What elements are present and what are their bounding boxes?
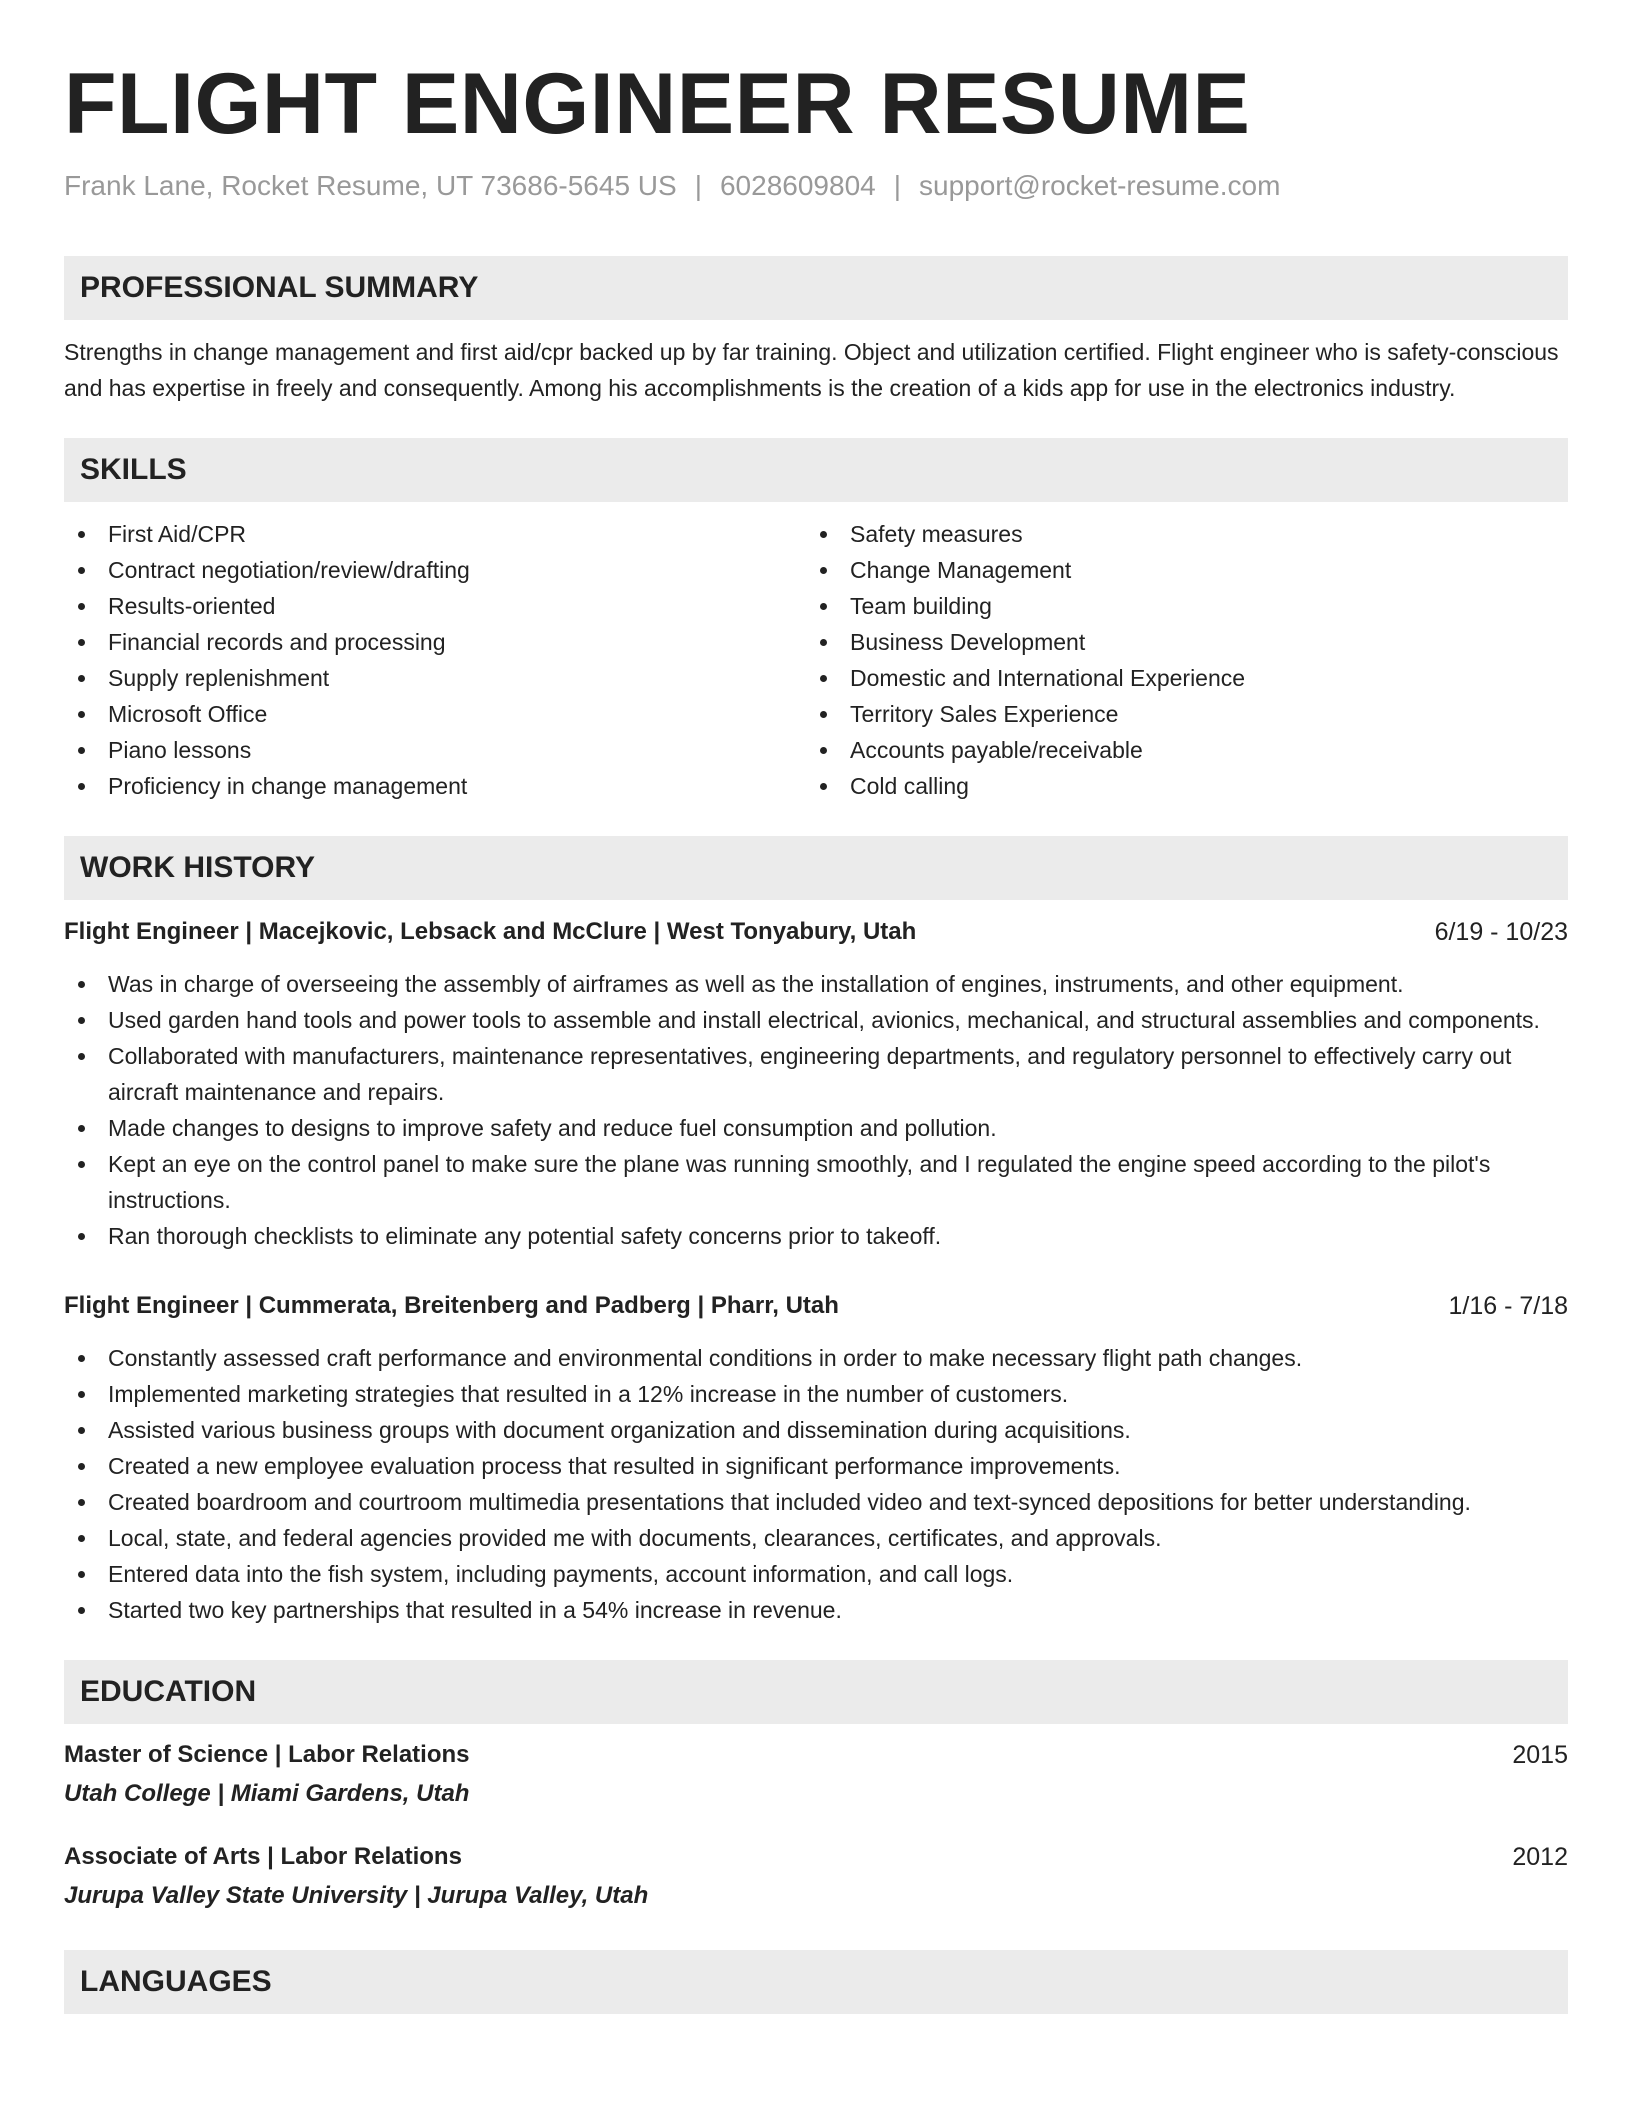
skills-section: [64, 438, 1568, 804]
job-bullets: [64, 1340, 1568, 1628]
job-bullet: Local, state, and federal agencies provided me with documents, clearances, certificates, and approvals.: [64, 1520, 1568, 1556]
job-bullet: Used garden hand tools and power tools to assemble and install electrical, avionics, mechanical, and structural assemblies and components.: [64, 1002, 1568, 1038]
contact-address: Frank Lane, Rocket Resume, UT 73686-5645 US: [64, 170, 677, 201]
skill-item: Proficiency in change management: [64, 768, 806, 804]
skill-item: Piano lessons: [64, 732, 806, 768]
job-header: [64, 1288, 1568, 1324]
education-section: [64, 1660, 1568, 1916]
skill-item: Financial records and processing: [64, 624, 806, 660]
education-school: Utah College | Miami Gardens, Utah: [64, 1780, 470, 1807]
job-bullet: Implemented marketing strategies that resulted in a 12% increase in the number of customers.: [64, 1376, 1568, 1412]
languages-heading: LANGUAGES: [64, 1950, 1568, 2014]
job-bullet: Was in charge of overseeing the assembly of airframes as well as the installation of engines, instruments, and other equipment.: [64, 966, 1568, 1002]
education-header: [64, 1736, 1568, 1774]
work-section: [64, 836, 1568, 1628]
skills-grid: [64, 516, 1568, 804]
job-title: Flight Engineer | Macejkovic, Lebsack and McClure | West Tonyabury, Utah: [64, 918, 917, 945]
job-bullet: Kept an eye on the control panel to make sure the plane was running smoothly, and I regulated the engine speed according to the pilot's instructions.: [64, 1146, 1568, 1218]
education-degree: Associate of Arts | Labor Relations: [64, 1843, 462, 1870]
contact-line: [64, 168, 1568, 204]
job-dates: 6/19 - 10/23: [1434, 918, 1568, 946]
job-bullet: Ran thorough checklists to eliminate any potential safety concerns prior to takeoff.: [64, 1218, 1568, 1254]
job-bullet: Collaborated with manufacturers, maintenance representatives, engineering departments, and regulatory personnel to effectively carry out aircraft maintenance and repairs.: [64, 1038, 1568, 1110]
education-year: 2012: [1512, 1843, 1568, 1871]
skill-item: Contract negotiation/review/drafting: [64, 552, 806, 588]
job-bullet: Created boardroom and courtroom multimedia presentations that included video and text-synced depositions for better understanding.: [64, 1484, 1568, 1520]
skill-item: Change Management: [806, 552, 1548, 588]
skills-list-left: [64, 516, 806, 804]
work-heading: WORK HISTORY: [64, 836, 1568, 900]
education-degree: Master of Science | Labor Relations: [64, 1741, 470, 1768]
contact-separator: |: [694, 170, 702, 201]
job-bullet: Constantly assessed craft performance and environmental conditions in order to make necessary flight path changes.: [64, 1340, 1568, 1376]
skill-item: Supply replenishment: [64, 660, 806, 696]
job-bullet: Created a new employee evaluation process that resulted in significant performance improvements.: [64, 1448, 1568, 1484]
job-title: Flight Engineer | Cummerata, Breitenberg and Padberg | Pharr, Utah: [64, 1292, 839, 1319]
contact-separator: |: [893, 170, 901, 201]
job-bullet: Entered data into the fish system, including payments, account information, and call logs.: [64, 1556, 1568, 1592]
job-header: [64, 914, 1568, 950]
resume-page: [64, 0, 1568, 2014]
education-heading: EDUCATION: [64, 1660, 1568, 1724]
skill-item: Domestic and International Experience: [806, 660, 1548, 696]
resume-title: FLIGHT ENGINEER RESUME: [64, 56, 1251, 152]
summary-text: Strengths in change management and first aid/cpr backed up by far training. Object and utilization certified. Flight engineer who is safety-conscious and has expertise in freely and consequently. Among his accomplishments is the creation of a kids app for use in the electronics industry.: [64, 339, 1559, 401]
skill-item: Microsoft Office: [64, 696, 806, 732]
education-entry: [64, 1838, 1568, 1916]
skill-item: Cold calling: [806, 768, 1548, 804]
contact-email[interactable]: support@rocket-resume.com: [919, 170, 1281, 201]
summary-section: [64, 256, 1568, 406]
skill-item: Business Development: [806, 624, 1548, 660]
summary-heading: PROFESSIONAL SUMMARY: [64, 256, 1568, 320]
education-header: [64, 1838, 1568, 1876]
job-entry: [64, 914, 1568, 1254]
skill-item: Results-oriented: [64, 588, 806, 624]
skills-list-right: [806, 516, 1548, 804]
job-bullet: Assisted various business groups with document organization and dissemination during acquisitions.: [64, 1412, 1568, 1448]
job-dates: 1/16 - 7/18: [1448, 1292, 1568, 1320]
education-year: 2015: [1512, 1741, 1568, 1769]
skill-item: Accounts payable/receivable: [806, 732, 1548, 768]
skill-item: First Aid/CPR: [64, 516, 806, 552]
job-bullet: Started two key partnerships that resulted in a 54% increase in revenue.: [64, 1592, 1568, 1628]
skill-item: Team building: [806, 588, 1548, 624]
contact-phone: 6028609804: [719, 170, 876, 201]
skill-item: Safety measures: [806, 516, 1548, 552]
job-entry: [64, 1288, 1568, 1628]
skills-heading: SKILLS: [64, 438, 1568, 502]
languages-section: [64, 1950, 1568, 2014]
job-bullets: [64, 966, 1568, 1254]
education-school: Jurupa Valley State University | Jurupa Valley, Utah: [64, 1882, 649, 1909]
job-bullet: Made changes to designs to improve safety and reduce fuel consumption and pollution.: [64, 1110, 1568, 1146]
skill-item: Territory Sales Experience: [806, 696, 1548, 732]
education-entry: [64, 1736, 1568, 1814]
